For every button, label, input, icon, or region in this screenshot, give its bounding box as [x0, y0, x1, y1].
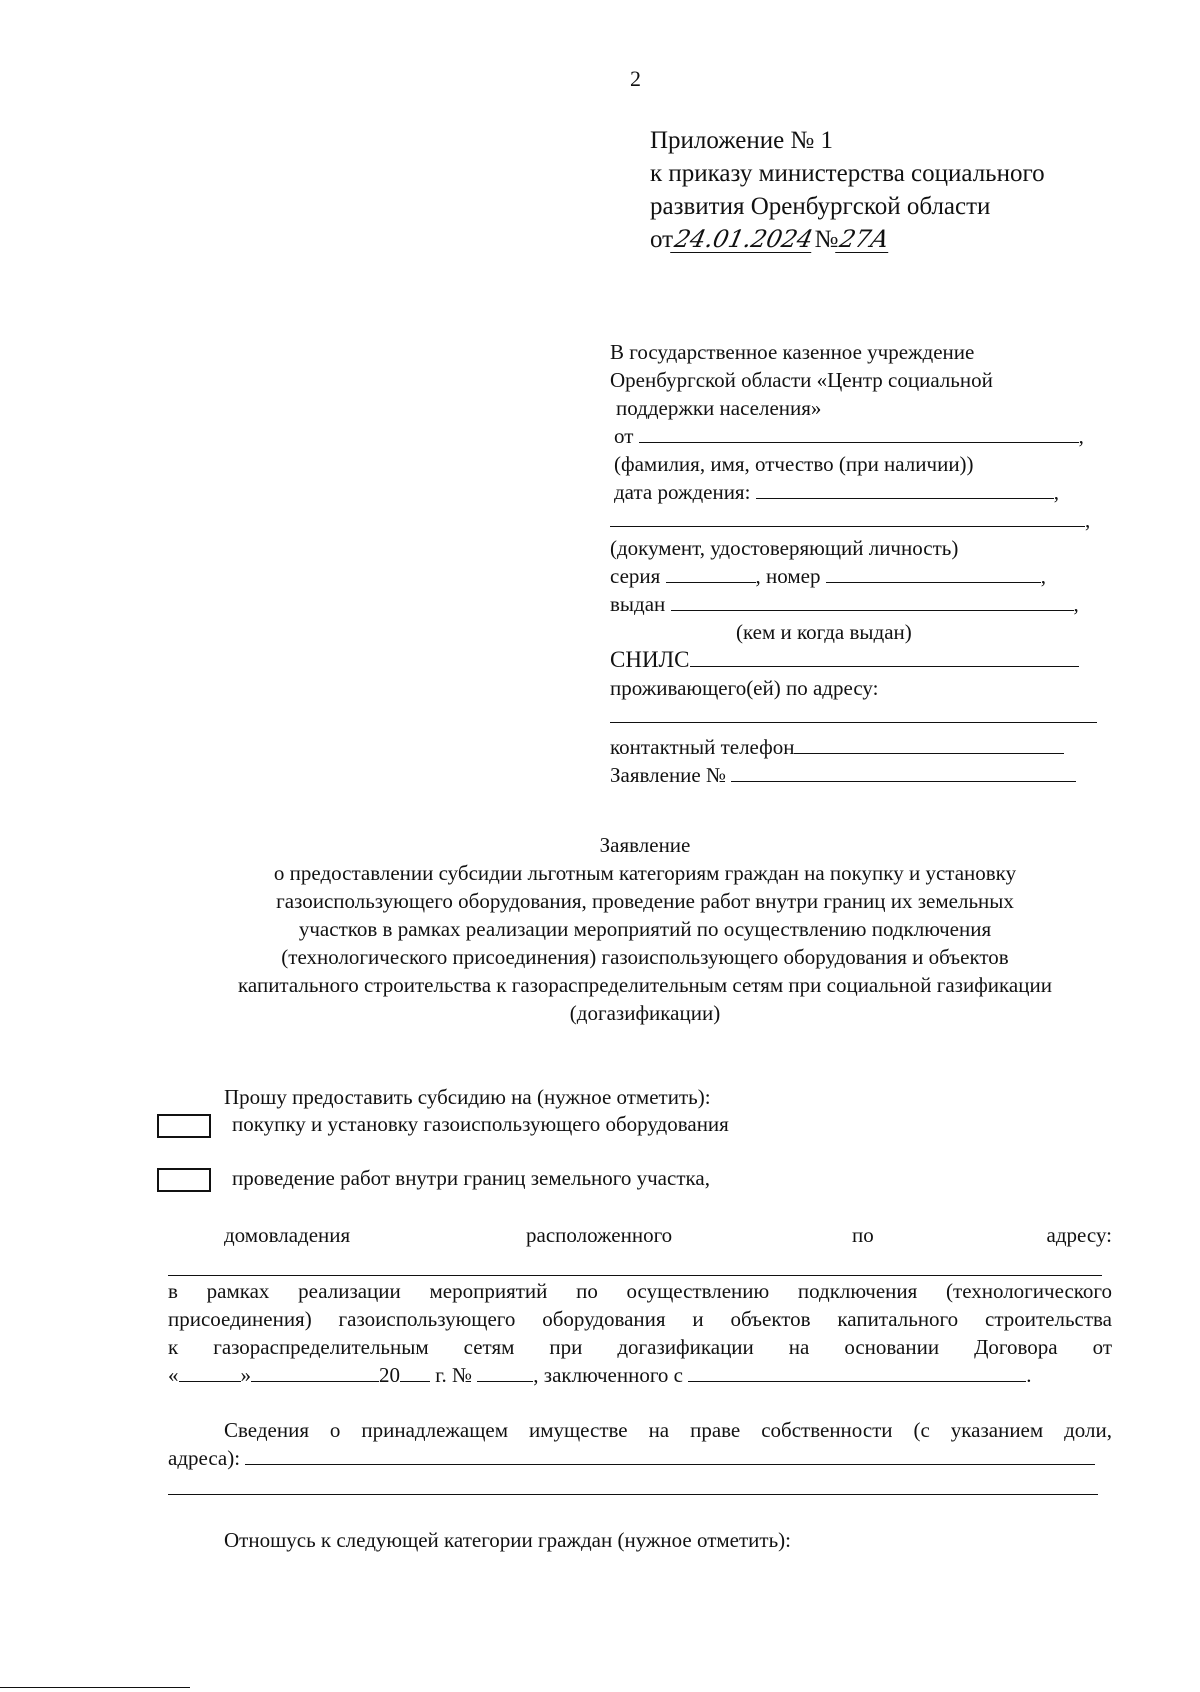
at-word: по [852, 1223, 874, 1247]
snils-row [610, 646, 1100, 674]
birth-date-field[interactable] [756, 478, 1054, 499]
property-field-2[interactable] [168, 1494, 1098, 1495]
contract-date-row [168, 1361, 1112, 1389]
title-line-6: (догазификации) [569, 1001, 721, 1025]
issued-field[interactable] [671, 590, 1074, 611]
snils-label: СНИЛС [610, 647, 690, 672]
date-prefix: от [650, 226, 674, 253]
page-number: 2 [630, 66, 641, 91]
property-line-1-wrap [224, 1416, 1112, 1444]
doc-hint: (документ, удостоверяющий личность) [610, 536, 959, 560]
located-word: расположенного [526, 1223, 673, 1247]
application-label: Заявление № [610, 763, 727, 787]
document-row: , [610, 506, 1100, 534]
option-works-label: проведение работ внутри границ земельного участка, [232, 1166, 710, 1190]
property-address-label: адреса): [168, 1446, 241, 1470]
address-word: адресу: [1046, 1223, 1112, 1247]
appendix-line-2: к приказу министерства социального [650, 160, 1045, 187]
contract-paragraph [168, 1277, 1112, 1389]
contract-line-1: в рамках реализации мероприятий по осуществлению подключения (технологического [168, 1279, 1112, 1303]
contract-day-field[interactable] [179, 1361, 241, 1382]
date-open-quote: « [168, 1363, 179, 1387]
appendix-line-3: развития Оренбургской области [650, 193, 991, 220]
from-label: от [614, 424, 634, 448]
appendix-header [650, 124, 1045, 256]
addressee-line-2: Оренбургской области «Центр социальной [610, 368, 993, 392]
option-works-checkbox[interactable] [157, 1168, 211, 1192]
series-row: серия , номер , [610, 564, 1046, 588]
appendix-date-line [650, 223, 1045, 256]
issued-row: выдан , [610, 592, 1079, 616]
from-row: от , [614, 424, 1084, 448]
option-equipment-checkbox[interactable] [157, 1114, 211, 1138]
property-line-2 [168, 1444, 1095, 1472]
series-field[interactable] [666, 562, 756, 583]
issued-label: выдан [610, 592, 666, 616]
document-title [120, 831, 1170, 1027]
addressee-line-1: В государственное казенное учреждение [610, 340, 975, 364]
name-field[interactable] [639, 422, 1079, 443]
phone-row [610, 733, 1100, 761]
contract-month-field[interactable] [251, 1361, 379, 1382]
appendix-line-1: Приложение № 1 [650, 127, 834, 154]
contract-number-field[interactable] [477, 1361, 533, 1382]
concluded-label: , заключенного с [533, 1363, 683, 1387]
address-field[interactable] [610, 702, 1097, 723]
snils-field[interactable] [690, 646, 1079, 667]
address-row [610, 702, 1100, 733]
name-hint: (фамилия, имя, отчество (при наличии)) [614, 452, 974, 476]
option-equipment-label: покупку и установку газоиспользующего оборудования [232, 1112, 729, 1136]
birth-row: дата рождения: , [614, 480, 1059, 504]
addressee-line-3: поддержки населения» [616, 396, 822, 420]
contract-line-2: присоединения) газоиспользующего оборудования и объектов капитального строительства [168, 1307, 1112, 1331]
contract-number-label: г. № [435, 1363, 473, 1387]
footnote-separator [0, 1687, 190, 1688]
number-prefix: № [814, 226, 839, 253]
title-heading: Заявление [599, 833, 691, 857]
contract-year-field[interactable] [400, 1361, 430, 1382]
property-line-1: Сведения о принадлежащем имуществе на праве собственности (с указанием доли, [224, 1418, 1112, 1442]
handwritten-date: 24.01.2024 [672, 225, 816, 253]
title-line-1: о предоставлении субсидии льготным категориям граждан на покупку и установку [273, 861, 1017, 885]
household-word: домовладения [224, 1223, 351, 1247]
contractor-field[interactable] [688, 1361, 1026, 1382]
issued-hint: (кем и когда выдан) [736, 620, 912, 644]
phone-field[interactable] [794, 733, 1064, 754]
identity-document-field[interactable] [610, 506, 1085, 527]
title-line-5: капитального строительства к газораспределительным сетям при социальной газификации [238, 973, 1052, 997]
category-label: Отношусь к следующей категории граждан (нужное отметить): [224, 1528, 791, 1552]
phone-label: контактный телефон [610, 735, 795, 759]
handwritten-number: 27А [837, 225, 893, 253]
property-field-1[interactable] [245, 1444, 1095, 1465]
addressee-block [610, 338, 1100, 789]
address-label: проживающего(ей) по адресу: [610, 676, 879, 700]
birth-label: дата рождения: [614, 480, 751, 504]
request-intro: Прошу предоставить субсидию на (нужное отметить): [224, 1085, 711, 1109]
number-field[interactable] [826, 562, 1041, 583]
title-line-3: участков в рамках реализации мероприятий по осуществлению подключения [298, 917, 992, 941]
application-row [610, 761, 1100, 789]
contract-line-3: к газораспределительным сетям при догазификации на основании Договора от [168, 1335, 1112, 1359]
end-dot: . [1026, 1363, 1032, 1387]
title-line-4: (технологического присоединения) газоиспользующего оборудования и объектов [281, 945, 1009, 969]
title-line-2: газоиспользующего оборудования, проведение работ внутри границ их земельных [276, 889, 1014, 913]
number-label: , номер [755, 564, 821, 588]
date-close-quote: » [240, 1363, 251, 1387]
year-prefix: 20 [379, 1363, 400, 1387]
application-number-field[interactable] [731, 761, 1076, 782]
series-label: серия [610, 564, 661, 588]
household-address-field[interactable] [168, 1275, 1102, 1276]
